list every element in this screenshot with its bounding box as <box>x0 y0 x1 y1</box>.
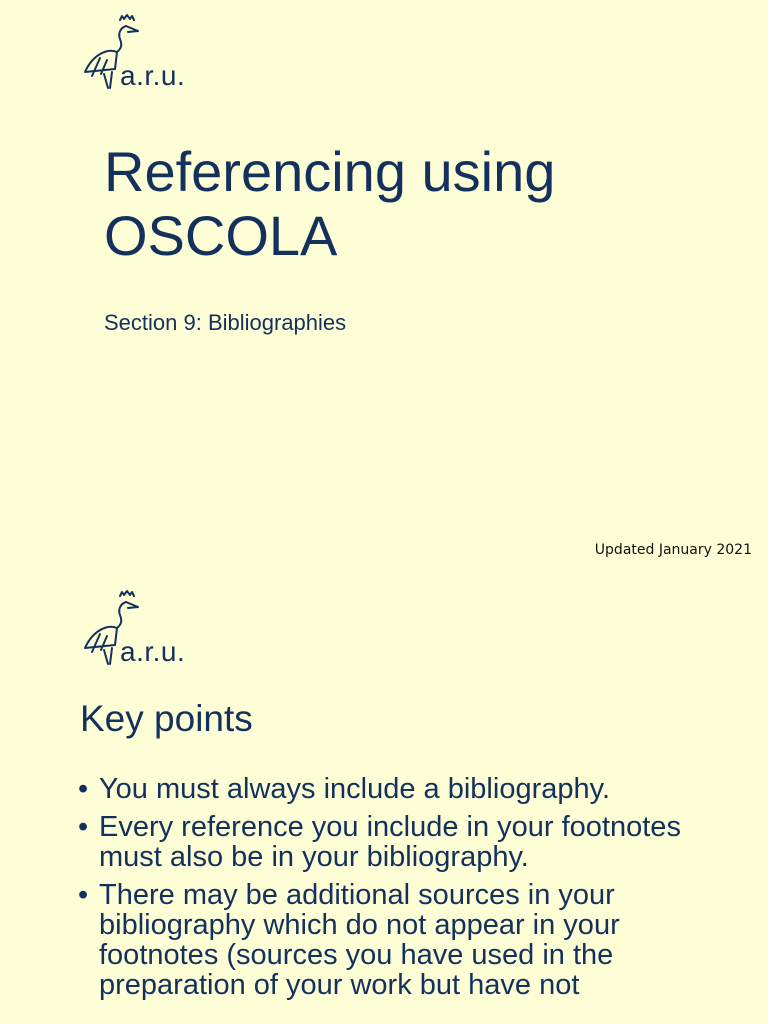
title-line-2: OSCOLA <box>104 204 338 267</box>
logo-wordmark: a.r.u. <box>120 636 186 667</box>
bullet-item: • There may be additional sources in your bibliography which do not appear in your footnotes (sources you have used in the preparation of your work but have not <box>78 880 698 1000</box>
logo-wordmark: a.r.u. <box>120 60 186 91</box>
slide-subtitle: Section 9: Bibliographies <box>104 310 347 335</box>
aru-logo <box>80 588 200 668</box>
bullet-list <box>78 774 698 1008</box>
key-points-slide <box>0 572 768 1024</box>
updated-date: Updated January 2021 <box>594 542 752 558</box>
bullet-item: • You must always include a bibliography. <box>78 774 698 804</box>
title-line-1: Referencing using <box>104 140 556 203</box>
slide-title <box>104 140 555 268</box>
slide-heading: Key points <box>80 698 253 739</box>
aru-logo <box>80 12 200 92</box>
bullet-item: • Every reference you include in your footnotes must also be in your bibliography. <box>78 812 698 872</box>
